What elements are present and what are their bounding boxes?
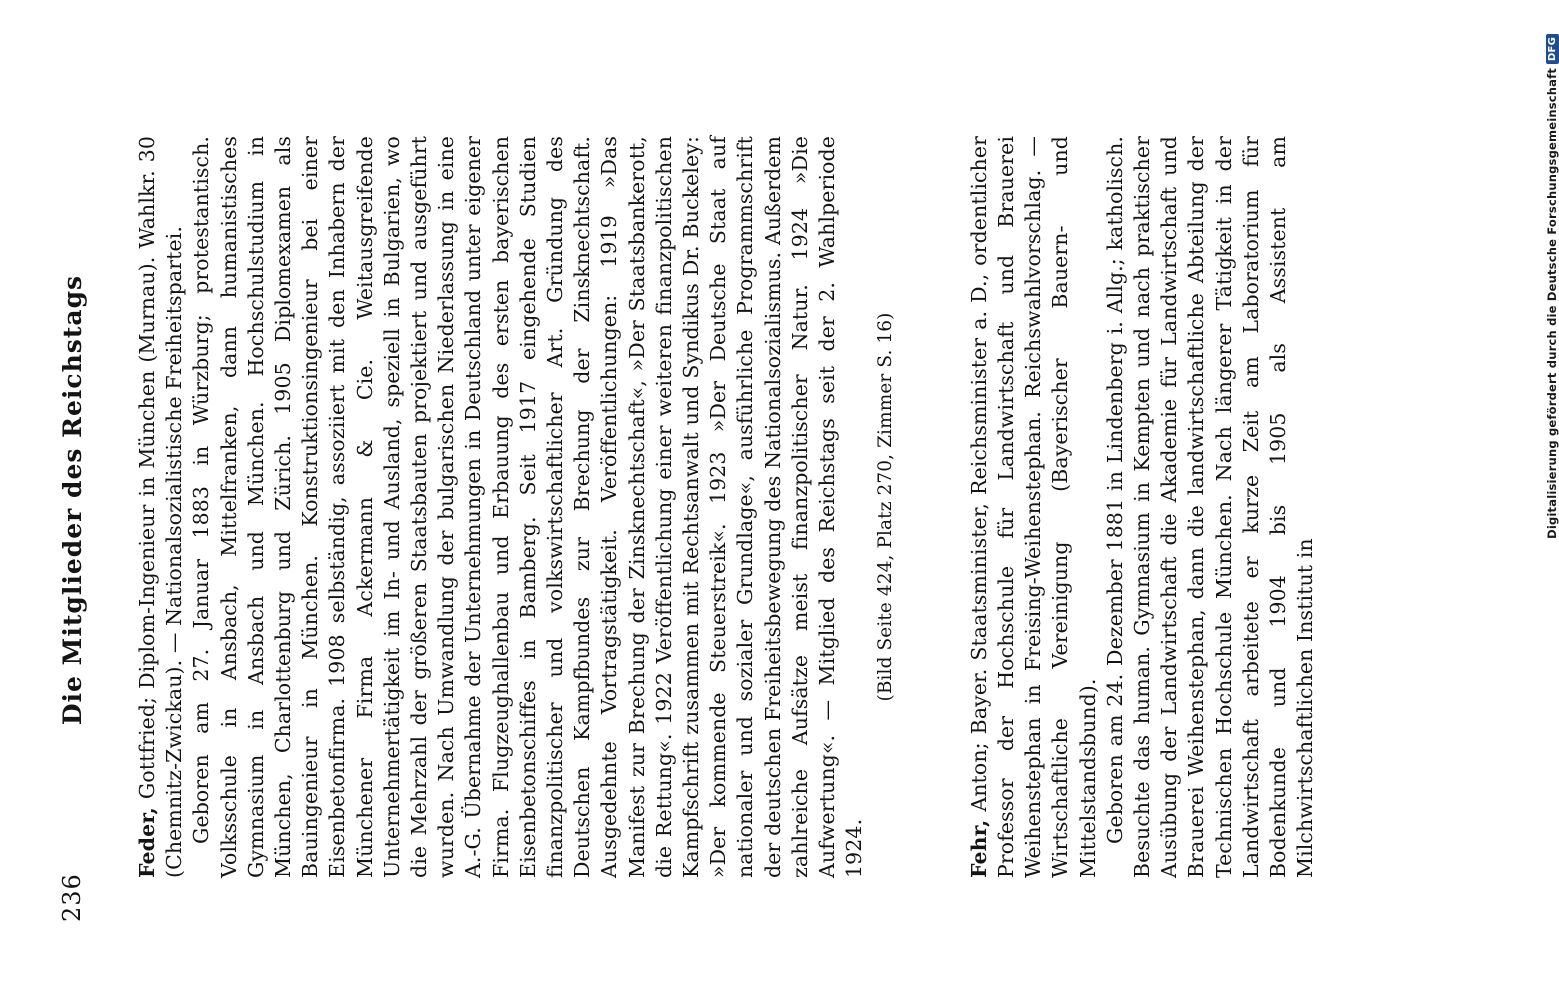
entry-name: Fehr, [966,819,991,878]
entry-biography: Geboren am 24. Dezember 1881 in Lindenberg i. Allg.; katholisch. Besuchte das human. Gymnasium in Kempten und nach praktischer Ausübung der Landwirtschaft die Akademie für Landwirtschaft und Brauerei Weihenstephan, dann die landwirtschaftliche Abteilung der Technischen Hochschule München. Nach längerer Tätigkeit in der Landwirtschaft arbeitete er kurze Zeit am Laboratorium für Bodenkunde und 1904 bis 1905 als Assistent am Milchwirtschaftlichen Institut in [1102,136,1318,878]
credit-text: Digitalisierung gefördert durch die Deutsche Forschungsgemeinschaft [1545,67,1559,539]
entry-heading [966,136,1102,878]
entry-intro: Anton; Bayer. Staatsminister, Reichsminister a. D., ordentlicher Professor der Hochschule für Landwirtschaft und Brauerei Weihenstephan in Freising-Weihenstephan. Reichswahlvorschlag. — Wirtschaftliche Vereinigung (Bayerischer Bauern- und Mittelstandsbund). [966,136,1100,878]
folio-line [58,0,98,1000]
entry-biography: Geboren am 27. Januar 1883 in Würzburg; protestantisch. Volksschule in Ansbach, Mittelfranken, dann humanistisches Gymnasium in Ansbach und München. Hochschulstudium in München, Charlottenburg und Zürich. 1905 Diplomexamen als Bauingenieur in München. Konstruktionsingenieur bei einer Eisenbetonfirma. 1908 selbständig, assoziiert mit den Inhabern der Münchener Firma Ackermann & Cie. Weitausgreifende Unternehmertätigkeit im In- und Ausland, speziell in Bulgarien, wo die Mehrzahl der größeren Staatsbauten projektiert und ausgeführt wurden. Nach Umwandlung der bulgarischen Niederlassung in eine A.-G. Übernahme der Unternehmungen in Deutschland unter eigener Firma. Flugzeughallenbau und Erbauung des ersten bayerischen Eisenbetonschiffes in Bamberg. Seit 1917 eingehende Studien finanzpolitischer und volkswirtschaftlicher Art. Gründung des Deutschen Kampfbundes zur Brechung der Zinsknechtschaft. Ausgedehnte Vortragstätigkeit. Veröffentlichungen: 1919 »Das Manifest zur Brechung der Zinsknechtschaft«, »Der Staatsbankerott, die Rettung«. 1922 Veröffentlichung einer weiteren finanzpolitischen Kampfschrift zusammen mit Rechtsanwalt und Syndikus Dr. Buckeley: »Der kommende Steuerstreik«. 1923 »Der Deutsche Staat auf nationaler und sozialer Grundlage«, ausführliche Programmschrift der deutschen Freiheitsbewegung des Nationalsozialismus. Außerdem zahlreiche Aufsätze meist finanzpolitischer Natur. 1924 »Die Aufwertung«. — Mitglied des Reichstags seit der 2. Wahlperiode 1924. [189,136,867,878]
running-head: Die Mitglieder des Reichstags [58,274,87,726]
entry-name: Feder, [135,807,159,878]
credit-line [1545,34,1559,994]
entry-separator [900,136,966,878]
entry-intro: Gottfried; Diplom-Ingenieur in München (Murnau). Wahlkr. 30 (Chemnitz-Zwickau). — Nationalsozialistische Freiheitspartei. [135,136,187,878]
entry-picture-note: (Bild Seite 424, Platz 270, Zimmer S. 16) [875,312,897,702]
dfg-logo-icon: DFG [1546,34,1559,64]
page-number: 236 [58,873,86,922]
entry-heading [134,136,188,878]
digitization-credit [1535,0,1559,1000]
main-text [134,136,1319,878]
